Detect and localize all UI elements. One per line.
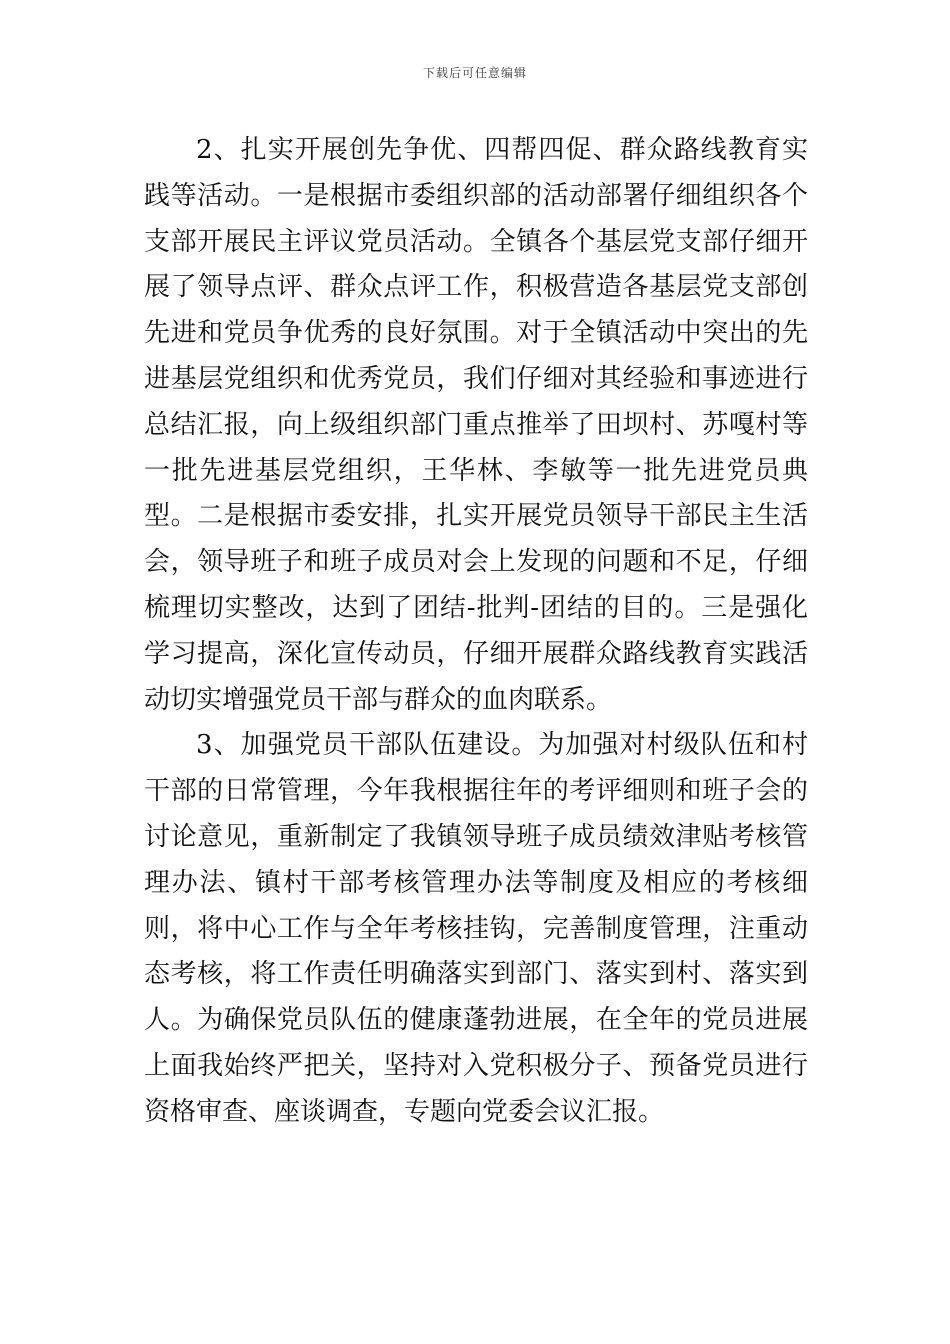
paragraph-3: 3、加强党员干部队伍建设。为加强对村级队伍和村干部的日常管理，今年我根据往年的考评细则和班子会的讨论意见，重新制定了我镇领导班子成员绩效津贴考核管理办法、镇村干部考核管理办法等制度及相应的考核细则，将中心工作与全年考核挂钩，完善制度管理，注重动态考核，将工作责任明确落实到部门、落实到村、落实到人。为确保党员队伍的健康蓬勃进展，在全年的党员进展上面我始终严把关，坚持对入党积极分子、预备党员进行资格审查、座谈调查，专题向党委会议汇报。 — [144, 730, 808, 1127]
paragraph-2: 2、扎实开展创先争优、四帮四促、群众路线教育实践等活动。一是根据市委组织部的活动部署仔细组织各个支部开展民主评议党员活动。全镇各个基层党支部仔细开展了领导点评、群众点评工作，积极营造各基层党支部创先进和党员争优秀的良好氛围。对于全镇活动中突出的先进基层党组织和优秀党员，我们仔细对其经验和事迹进行总结汇报，向上级组织部门重点推举了田坝村、苏嘎村等一批先进基层党组织，王华林、李敏等一批先进党员典型。二是根据市委安排，扎实开展党员领导干部民主生活会，领导班子和班子成员对会上发现的问题和不足，仔细梳理切实整改，达到了团结-批判-团结的目的。三是强化学习提高，深化宣传动员，仔细开展群众路线教育实践活动切实增强党员干部与群众的血肉联系。 — [144, 135, 808, 715]
page-header: 下载后可任意编辑 — [422, 66, 527, 80]
document-body — [144, 128, 808, 1136]
